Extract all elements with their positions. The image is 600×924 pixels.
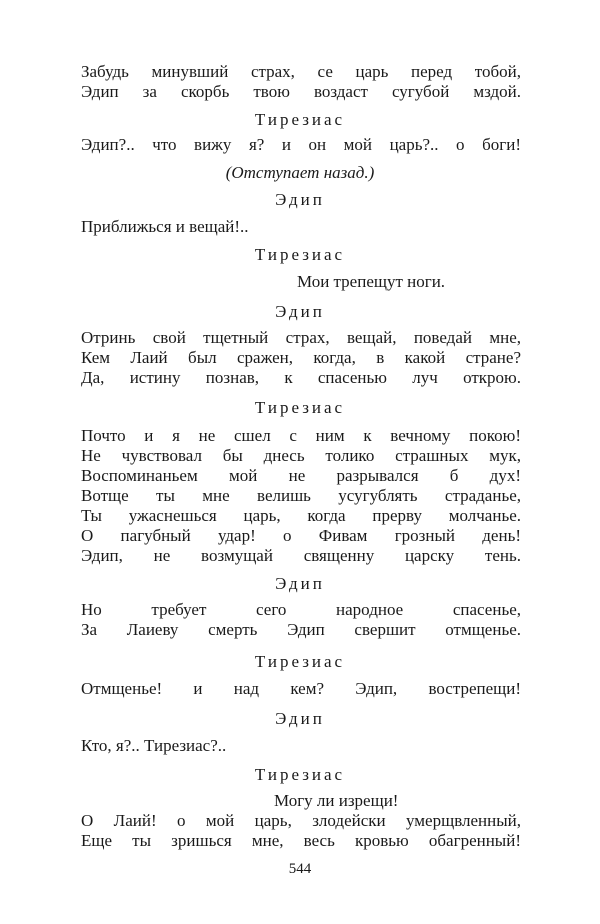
- verse-line: Кто, я?.. Тирезиас?..: [81, 736, 227, 755]
- verse-line: Приближься и вещай!..: [81, 217, 249, 236]
- verse-line: О Лаий! о мой царь, злодейски умерщвленный,: [81, 811, 521, 830]
- speaker-name: Эдип: [275, 302, 325, 321]
- verse-line: Отмщенье! и над кем? Эдип, вострепещи!: [81, 679, 521, 698]
- verse-line: Могу ли изрещи!: [274, 791, 399, 810]
- speaker-name: Тирезиас: [254, 245, 346, 264]
- verse-line: Эдип?.. что вижу я? и он мой царь?.. о боги!: [81, 135, 521, 154]
- verse-line: Но требует сего народное спасенье,: [81, 600, 521, 619]
- verse-line: Да, истину познав, к спасенью луч открою.: [81, 368, 521, 387]
- speaker-name: Эдип: [275, 574, 325, 593]
- verse-line: Вотще ты мне велишь усугублять страданье,: [81, 486, 521, 505]
- page-number: 544: [288, 861, 312, 877]
- verse-line: О пагубный удар! о Фивам грозный день!: [81, 526, 521, 545]
- verse-line: Еще ты зришься мне, весь кровью обагренный!: [81, 831, 521, 850]
- speaker-name: Тирезиас: [254, 652, 346, 671]
- verse-line: Ты ужаснешься царь, когда прерву молчанье.: [81, 506, 521, 525]
- verse-line: Отринь свой тщетный страх, вещай, поведай мне,: [81, 328, 521, 347]
- verse-line: Мои трепещут ноги.: [297, 272, 446, 291]
- speaker-name: Тирезиас: [254, 110, 346, 129]
- verse-line: Эдип за скорбь твою воздаст сугубой мздой.: [81, 82, 521, 101]
- verse-line: Кем Лаий был сражен, когда, в какой стране?: [81, 348, 521, 367]
- verse-line: Воспоминаньем мой не разрывался б дух!: [81, 466, 521, 485]
- speaker-name: Тирезиас: [254, 398, 346, 417]
- verse-line: Почто и я не сшел с ним к вечному покою!: [81, 426, 521, 445]
- speaker-name: Эдип: [275, 190, 325, 209]
- verse-line: За Лаиеву смерть Эдип свершит отмщенье.: [81, 620, 521, 639]
- speaker-name: Тирезиас: [254, 765, 346, 784]
- verse-line: Забудь минувший страх, се царь перед тобой,: [81, 62, 521, 81]
- verse-line: Эдип, не возмущай священну царску тень.: [81, 546, 521, 565]
- verse-line: Не чувствовал бы днесь толико страшных мук,: [81, 446, 521, 465]
- stage-direction: (Отступает назад.): [225, 163, 375, 182]
- speaker-name: Эдип: [275, 709, 325, 728]
